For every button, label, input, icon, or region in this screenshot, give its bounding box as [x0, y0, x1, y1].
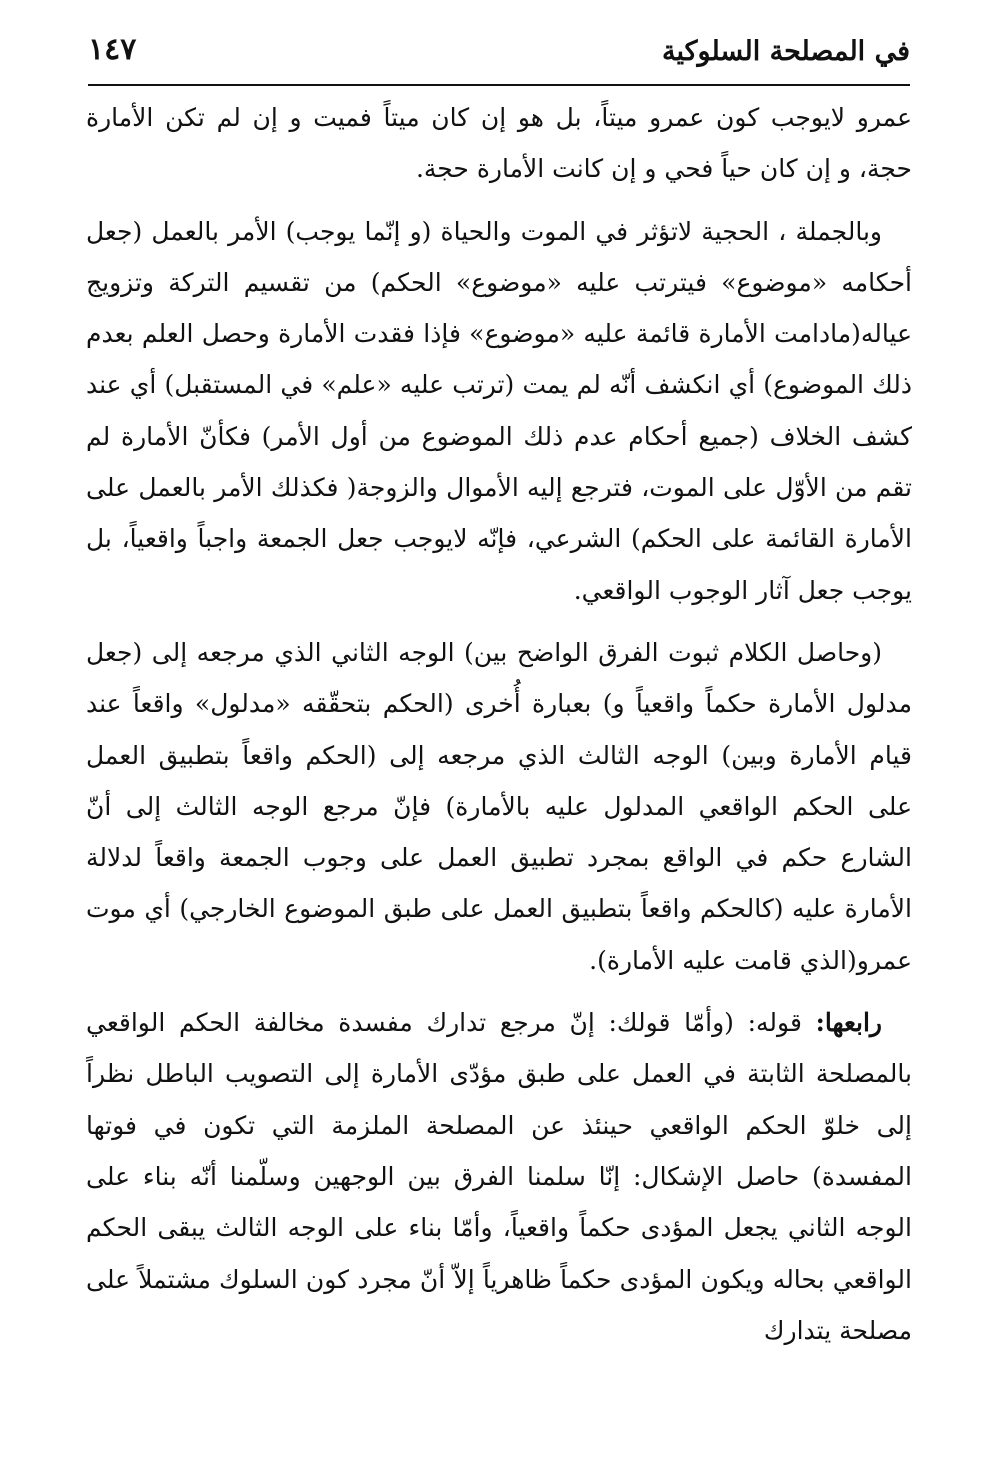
page-header: [88, 30, 910, 86]
body-text: [86, 92, 912, 1356]
paragraph-4: [86, 997, 912, 1356]
page-number: ١٤٧: [88, 32, 137, 67]
paragraph-2: وبالجملة ، الحجية لاتؤثر في الموت والحياة (و إنّما يوجب) الأمر بالعمل (جعل أحكامه «موضوع» فيترتب عليه «موضوع» الحكم) من تقسيم التركة وتزويج عياله(مادامت الأمارة قائمة عليه «موضوع» فإذا فقدت الأمارة وحصل العلم بعدم ذلك الموضوع) أي انكشف أنّه لم يمت (ترتب عليه «علم» في المستقبل) أي عند كشف الخلاف (جميع أحكام عدم ذلك الموضوع من أول الأمر) فكأنّ الأمارة لم تقم من الأوّل على الموت، فترجع إليه الأموال والزوجة( فكذلك الأمر بالعمل على الأمارة القائمة على الحكم) الشرعي، فإنّه لايوجب جعل الجمعة واجباً واقعياً، بل يوجب جعل آثار الوجوب الواقعي.: [86, 216, 912, 605]
paragraph-4-text: قوله: (وأمّا قولك: إنّ مرجع تدارك مفسدة مخالفة الحكم الواقعي بالمصلحة الثابتة في العمل على طبق مؤدّى الأمارة إلى التصويب الباطل نظراً إلى خلوّ الحكم الواقعي حينئذ عن المصلحة الملزمة التي تكون في فوتها المفسدة) حاصل الإشكال: إنّا سلمنا الفرق بين الوجهين وسلّمنا أنّه بناء على الوجه الثاني يجعل المؤدى حكماً واقعياً، وأمّا بناء على الوجه الثالث يبقى الحكم الواقعي بحاله ويكون المؤدى حكماً ظاهرياً إلاّ أنّ مجرد كون السلوك مشتملاً على مصلحة يتدارك: [86, 1008, 912, 1345]
running-title: في المصلحة السلوكية: [662, 36, 910, 67]
header-rule: [88, 84, 910, 86]
paragraph-1: عمرو لايوجب كون عمرو ميتاً، بل هو إن كان ميتاً فميت و إن لم تكن الأمارة حجة، و إن كان حياً فحي و إن كانت الأمارة حجة.: [86, 103, 912, 184]
paragraph-4-label: رابعها:: [815, 1008, 882, 1038]
paragraph-3: (وحاصل الكلام ثبوت الفرق الواضح بين) الوجه الثاني الذي مرجعه إلى (جعل مدلول الأمارة حكماً واقعياً و) بعبارة أُخرى (الحكم بتحقّقه «مدلول» واقعاً عند قيام الأمارة وبين) الوجه الثالث الذي مرجعه إلى (الحكم واقعاً بتطبيق العمل على الحكم الواقعي المدلول عليه بالأمارة) فإنّ مرجع الوجه الثالث إلى أنّ الشارع حكم في الواقع بمجرد تطبيق العمل على وجوب الجمعة واقعاً لدلالة الأمارة عليه (كالحكم واقعاً بتطبيق العمل على طبق الموضوع الخارجي) أي موت عمرو(الذي قامت عليه الأمارة).: [86, 637, 912, 975]
